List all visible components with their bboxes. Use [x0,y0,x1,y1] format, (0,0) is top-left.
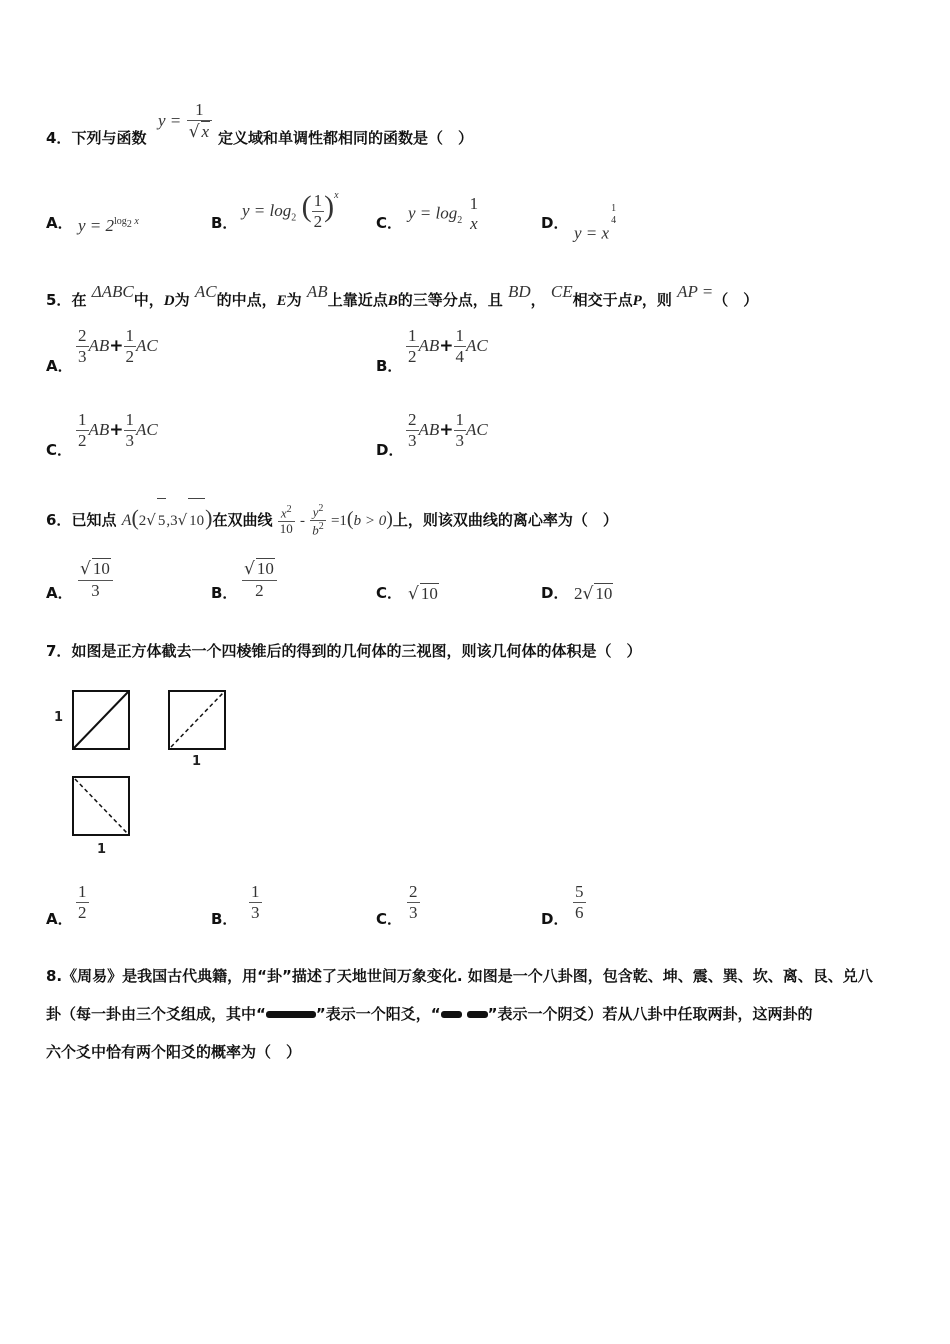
q7-option-c-label: C． [376,910,403,928]
top-view [72,776,130,836]
q4-option-c-label: C． [376,214,403,232]
q6-option-c-label: C． [376,584,403,602]
q5-option-a-label: A． [46,357,73,375]
q5-stem: 5．在 ΔABC中，D为 AC的中点，E为 AB上靠近点B的三等分点，且 BD， CE相交于点P，则 AP =（ ） [46,282,759,309]
q4-option-c: $y = \log_2$ 1 x [408,194,479,233]
top-view-dimension: 1 [97,842,107,857]
q7-option-b-label: B． [211,910,238,928]
q4-option-a: $y = 2^{log_2 x}$ [78,216,139,235]
q4-stem-tail: 定义域和单调性都相同的函数是（ ） [218,129,474,147]
q7-stem: 7．如图是正方体截去一个四棱锥后的得到的几何体的三视图，则该几何体的体积是（ ） [46,642,642,660]
top-view-hidden-edge [75,779,127,833]
yin-line-right-icon [467,1011,488,1018]
q6-option-c: √ 10 [408,584,438,604]
q7-option-d-label: D． [541,910,569,928]
q5-option-c-label: C． [46,441,73,459]
q5-option-b-label: B． [376,357,403,375]
q8-stem: 8.《周易》是我国古代典籍，用“卦”描述了天地世间万象变化. 如图是一个八卦图，包含乾、坤、震、巽、坎、离、艮、兑八 卦（每一卦由三个爻组成，其中“ ”表示一个阳爻，“ ”表示一个阴爻）若从八卦中任取两卦，这两卦的 六个爻中恰有两个阳爻的概率为（ ） [46,967,873,1061]
q4-option-a-label: A． [46,214,73,232]
q5-option-c: $\frac{1}{2}$ AB+ $\frac{1}{3}$ AC [78,410,158,450]
q4-function: y = $\frac{1}{√ x}$ [158,100,212,142]
side-view-hidden-edge [171,693,223,747]
side-view [168,690,226,750]
q5-option-d: $\frac{2}{3}$ AB+ $\frac{1}{3}$ AC [408,410,488,450]
q6-option-a: $\frac{√ 10}{3}$ [78,558,113,600]
q7-option-d: $\frac{5}{6}$ [575,882,584,922]
q6-option-d: 2√ 10 [574,584,613,604]
q5-option-d-label: D． [376,441,404,459]
q7-option-a: $\frac{1}{2}$ [78,882,87,922]
q4-option-d-label: D． [541,214,569,232]
front-view [72,690,130,750]
q6-option-b: $\frac{√ 10}{2}$ [242,558,277,600]
yang-line-icon [266,1011,316,1018]
q4-option-d: y = x 1 4 [574,203,617,243]
front-view-dimension: 1 [54,710,64,725]
q5-option-a: $\frac{2}{3}$ AB+ $\frac{1}{2}$ AC [78,326,158,366]
q5-option-b: $\frac{1}{2}$ AB+ $\frac{1}{4}$ AC [408,326,488,366]
front-view-diagonal [74,692,128,748]
q7-option-a-label: A． [46,910,73,928]
q4-option-b: $y = \log_2$ ( $\frac{1}{2}$ )$^x$ [242,190,339,231]
side-view-dimension: 1 [192,754,202,769]
q7-option-c: $\frac{2}{3}$ [409,882,418,922]
q4-stem: 4．下列与函数 [46,129,147,147]
q7-option-b: $\frac{1}{3}$ [251,882,260,922]
q6-option-b-label: B． [211,584,238,602]
q6-option-a-label: A． [46,584,73,602]
q6-stem: 6．已知点 A(2√ 5,3√ 10)在双曲线 $\frac{x^2}{10}$ - $\frac{y^2}{b^2}$ =1(b > 0)上，则该双曲线的离心率为（ ） [46,496,618,543]
q4-option-b-label: B． [211,214,238,232]
q6-option-d-label: D． [541,584,569,602]
yin-line-left-icon [441,1011,462,1018]
